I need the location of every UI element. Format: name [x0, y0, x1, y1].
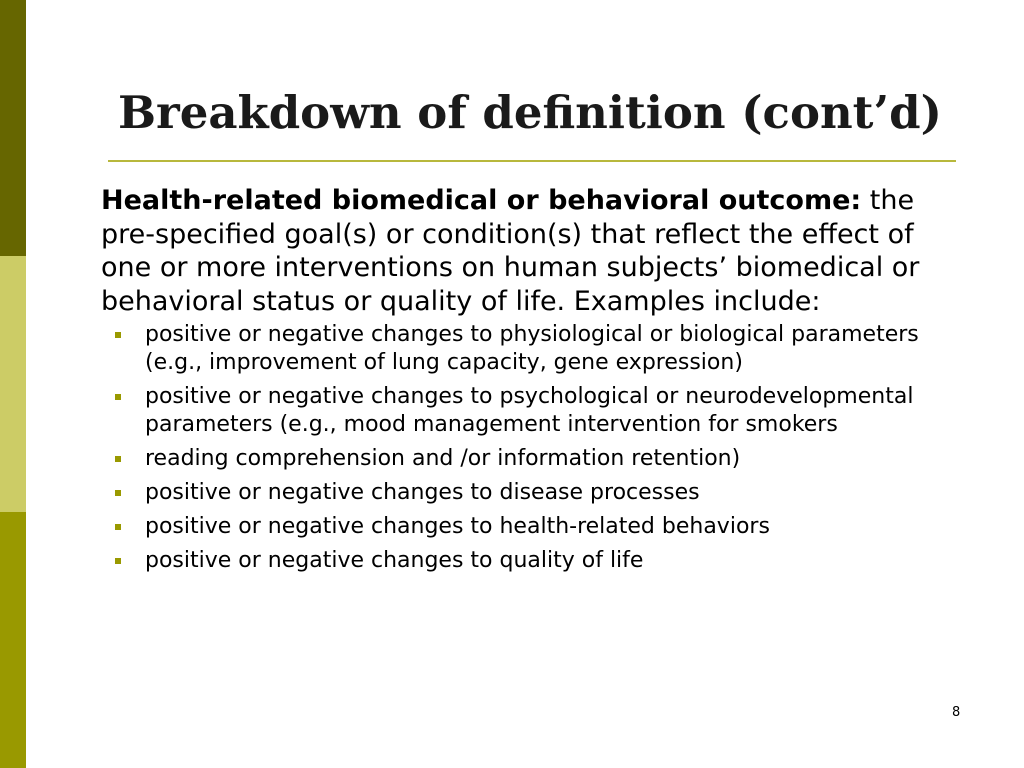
slide-title: Breakdown of definition (cont’d) — [118, 86, 942, 139]
square-bullet-icon — [115, 524, 121, 530]
list-item-text: positive or negative changes to quality of life — [145, 548, 644, 573]
square-bullet-icon — [115, 456, 121, 462]
list-item-text: positive or negative changes to physiological or biological parameters (e.g., improvement of lung capacity, gene expression) — [145, 322, 919, 375]
sidebar-light-segment — [0, 256, 26, 512]
sidebar-mid-segment — [0, 512, 26, 768]
list-item — [101, 383, 961, 439]
title-divider — [108, 160, 956, 162]
list-item — [101, 479, 961, 507]
intro-paragraph — [101, 184, 961, 318]
list-item — [101, 321, 961, 377]
examples-list — [101, 321, 961, 575]
page-number: 8 — [952, 705, 961, 720]
slide-body — [101, 184, 961, 581]
intro-term: Health-related biomedical or behavioral outcome: — [101, 185, 862, 216]
list-item — [101, 513, 961, 541]
list-item-text: positive or negative changes to psychological or neurodevelopmental parameters (e.g., mood management intervention for smokers — [145, 384, 914, 437]
square-bullet-icon — [115, 490, 121, 496]
list-item-text: reading comprehension and /or information retention) — [145, 446, 741, 471]
list-item — [101, 547, 961, 575]
list-item — [101, 445, 961, 473]
square-bullet-icon — [115, 394, 121, 400]
sidebar-dark-segment — [0, 0, 26, 256]
square-bullet-icon — [115, 558, 121, 564]
list-item-text: positive or negative changes to disease processes — [145, 480, 700, 505]
list-item-text: positive or negative changes to health-related behaviors — [145, 514, 770, 539]
square-bullet-icon — [115, 332, 121, 338]
intro-text: the pre-specified goal(s) or condition(s) that reflect the effect of one or more interventions on human subjects’ biomedical or behavioral status or quality of life. Examples include: — [101, 185, 920, 317]
